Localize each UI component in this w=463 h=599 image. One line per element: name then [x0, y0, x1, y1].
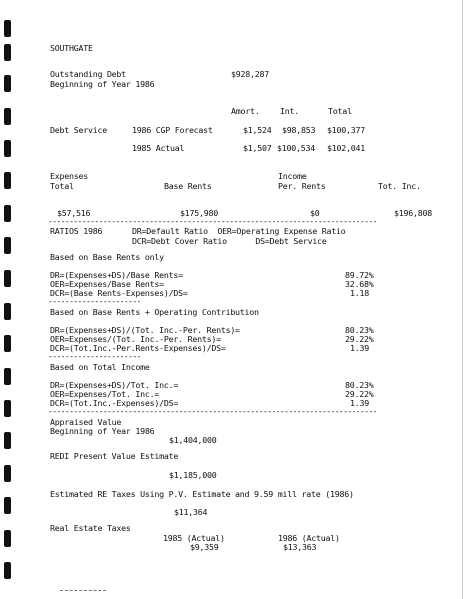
ratio-formula: DR=(Expenses+DS)/Base Rents=: [50, 270, 183, 280]
punch-hole: [4, 205, 11, 222]
section-heading: Based on Base Rents + Operating Contribution: [50, 307, 259, 317]
re-taxes-label: Real Estate Taxes: [50, 523, 131, 533]
forecast-int: $98,853: [282, 125, 316, 135]
punch-hole: [4, 44, 11, 61]
ratios-title: RATIOS 1986: [50, 226, 103, 236]
punch-hole: [4, 75, 11, 92]
scan-smudge: [60, 590, 106, 593]
forecast-label: 1986 CGP Forecast: [132, 125, 213, 135]
divider-line: ------------------------------------------------------------------------------: [48, 408, 377, 416]
ratio-value: 1.18: [350, 288, 369, 298]
ratio-value: 1.39: [350, 343, 369, 353]
punch-hole: [4, 432, 11, 449]
ratio-formula: DCR=(Tot.Inc.-Per.Rents-Expenses)/DS=: [50, 343, 226, 353]
re-tax-estimate-amount: $11,364: [174, 507, 208, 517]
expenses-total-header: Total: [50, 181, 74, 191]
appraised-amount: $1,404,000: [169, 435, 217, 445]
punch-hole: [4, 368, 11, 385]
re-taxes-1985-amount: $9,359: [190, 542, 219, 552]
punch-hole: [4, 140, 11, 157]
ratio-value: 32.68%: [345, 279, 374, 289]
appraised-value-label: Appraised Value: [50, 417, 122, 427]
re-taxes-1986-amount: $13,363: [283, 542, 317, 552]
punch-hole: [4, 237, 11, 254]
expenses-value: $57,516: [57, 208, 91, 218]
ratio-value: 89.72%: [345, 270, 374, 280]
actual-label: 1985 Actual: [132, 143, 185, 153]
outstanding-debt-year-label: Beginning of Year 1986: [50, 79, 155, 89]
actual-int: $100,534: [277, 143, 315, 153]
per-rents-value: $0: [310, 208, 320, 218]
punch-hole: [4, 270, 11, 287]
income-header: Income: [278, 171, 307, 181]
section-divider: ----------------------: [48, 298, 141, 306]
section-heading: Based on Base Rents only: [50, 252, 164, 262]
outstanding-debt-amount: $928,287: [231, 69, 269, 79]
punch-hole: [4, 562, 11, 579]
ratio-formula: DCR=(Base Rents-Expenses)/DS=: [50, 288, 188, 298]
redi-amount: $1,185,000: [169, 470, 217, 480]
ratio-formula: DR=(Expenses+DS)/Tot. Inc.=: [50, 380, 179, 390]
forecast-total: $100,377: [327, 125, 365, 135]
appraised-year-label: Beginning of Year 1986: [50, 426, 155, 436]
re-taxes-1986-label: 1986 (Actual): [278, 533, 340, 543]
tot-inc-header: Tot. Inc.: [378, 181, 421, 191]
re-tax-estimate-label: Estimated RE Taxes Using P.V. Estimate and 9.59 mill rate (1986): [50, 489, 354, 499]
total-header: Total: [328, 106, 352, 116]
ratio-value: 80.23%: [345, 380, 374, 390]
section-divider: ----------------------: [48, 353, 141, 361]
ratio-value: 29.22%: [345, 389, 374, 399]
ratio-value: 80.23%: [345, 325, 374, 335]
punch-hole: [4, 108, 11, 125]
divider-line: ------------------------------------------------------------------------------: [48, 218, 377, 226]
debt-service-label: Debt Service: [50, 125, 107, 135]
ratio-formula: DR=(Expenses+DS)/(Tot. Inc.-Per. Rents)=: [50, 325, 240, 335]
punch-hole: [4, 530, 11, 547]
per-rents-header: Per. Rents: [278, 181, 326, 191]
re-taxes-1985-label: 1985 (Actual): [163, 533, 225, 543]
ratios-legend-line2: DCR=Debt Cover Ratio DS=Debt Service: [132, 236, 327, 246]
int-header: Int.: [280, 106, 299, 116]
outstanding-debt-label: Outstanding Debt: [50, 69, 126, 79]
ratio-formula: OER=Expenses/(Tot. Inc.-Per. Rents)=: [50, 334, 221, 344]
ratio-value: 1.39: [350, 398, 369, 408]
punch-hole: [4, 465, 11, 482]
ratios-legend-line1: DR=Default Ratio OER=Operating Expense Ratio: [132, 226, 346, 236]
property-title: SOUTHGATE: [50, 43, 93, 53]
punch-hole: [4, 303, 11, 320]
amort-header: Amort.: [231, 106, 260, 116]
forecast-amort: $1,524: [243, 125, 272, 135]
expenses-header: Expenses: [50, 171, 88, 181]
ratio-formula: OER=Expenses/Base Rents=: [50, 279, 164, 289]
section-heading: Based on Total Income: [50, 362, 150, 372]
redi-label: REDI Present Value Estimate: [50, 451, 179, 461]
punch-hole: [4, 335, 11, 352]
ratio-formula: OER=Expenses/Tot. Inc.=: [50, 389, 160, 399]
punch-hole: [4, 400, 11, 417]
punch-hole: [4, 172, 11, 189]
actual-amort: $1,507: [243, 143, 272, 153]
base-rents-value: $175,980: [180, 208, 218, 218]
ratio-formula: DCR=(Tot.Inc.-Expenses)/DS=: [50, 398, 179, 408]
punch-hole: [4, 20, 11, 37]
punch-hole: [4, 497, 11, 514]
tot-inc-value: $196,808: [394, 208, 432, 218]
actual-total: $102,041: [327, 143, 365, 153]
base-rents-header: Base Rents: [164, 181, 212, 191]
ratio-value: 29.22%: [345, 334, 374, 344]
